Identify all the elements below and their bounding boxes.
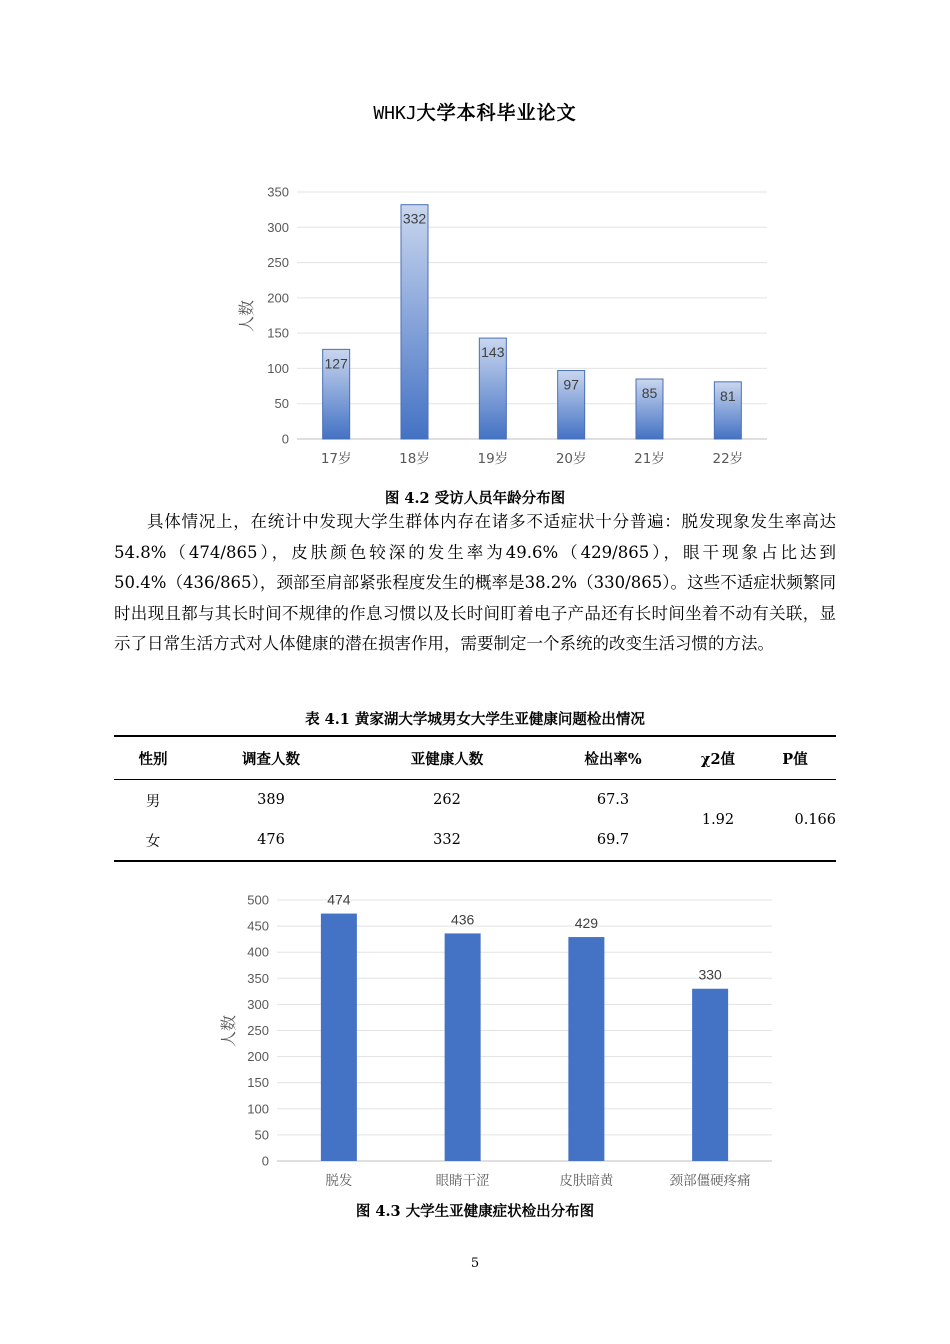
- col-header-subhealth: 亚健康人数: [410, 750, 484, 768]
- header-latin: WHKJ: [373, 103, 417, 124]
- x-tick-label: 22岁: [712, 451, 744, 467]
- col-header-gender: 性别: [138, 750, 168, 768]
- x-tick-label: 脱发: [325, 1173, 353, 1189]
- cell-subhealth: 262: [433, 792, 461, 808]
- x-tick-label: 21岁: [634, 451, 665, 467]
- y-tick-label: 0: [281, 431, 289, 447]
- symptom-distribution-chart: [0, 885, 950, 1190]
- bar: [692, 989, 728, 1161]
- x-tick-label: 17岁: [320, 451, 352, 467]
- y-tick-label: 150: [267, 325, 289, 341]
- y-tick-label: 50: [274, 396, 289, 412]
- y-tick-label: 450: [247, 918, 269, 934]
- figure-4-2-caption: 图 4.2 受访人员年龄分布图: [384, 490, 566, 507]
- cell-gender: 女: [145, 833, 161, 850]
- table-row: [114, 780, 836, 821]
- y-tick-label: 250: [247, 1023, 269, 1038]
- body-paragraph: 具体情况上，在统计中发现大学生群体内存在诸多不适症状十分普遍：脱发现象发生率高达54.8%（474/865），皮肤颜色较深的发生率为49.6%（429/865），眼干现象占比达到50.4%（436/865），颈部至肩部紧张程度发生的概率是38.2%（330/865）。这些不适症状频繁同时出现且都与其长时间不规律的作息习惯以及长时间盯着电子产品还有长时间坐着不动有关联，显示了日常生活方式对人体健康的潜在损害作用，需要制定一个系统的改变生活习惯的方法。: [114, 512, 836, 653]
- col-header-p: P值: [782, 750, 808, 768]
- age-distribution-chart: [0, 170, 950, 475]
- col-header-rate: 检出率%: [584, 750, 642, 768]
- y-tick-label: 500: [247, 892, 269, 908]
- y-tick-label: 200: [247, 1049, 269, 1065]
- cell-rate: 67.3: [596, 792, 630, 808]
- cell-p: 0.166: [794, 812, 836, 828]
- x-tick-label: 眼睛干涩: [435, 1173, 490, 1189]
- cell-surveyed: 476: [257, 832, 285, 848]
- page-number: 5: [470, 1256, 480, 1271]
- data-label: 474: [327, 891, 351, 908]
- cell-chi2: 1.92: [701, 812, 735, 828]
- x-tick-label: 皮肤暗黄: [559, 1173, 614, 1189]
- table-4-1-caption: 表 4.1 黄家湖大学城男女大学生亚健康问题检出情况: [305, 711, 645, 728]
- x-tick-label: 20岁: [555, 451, 587, 467]
- bar: [568, 937, 604, 1161]
- bar: [445, 933, 481, 1161]
- data-label: 436: [450, 911, 475, 928]
- cell-surveyed: 389: [257, 792, 285, 808]
- data-label: 332: [402, 210, 427, 227]
- y-tick-label: 400: [247, 944, 269, 960]
- y-tick-label: 350: [247, 970, 269, 986]
- x-tick-label: 颈部僵硬疼痛: [669, 1173, 751, 1189]
- data-label: 85: [641, 385, 658, 402]
- y-tick-label: 300: [247, 996, 269, 1012]
- bar: [401, 205, 428, 439]
- y-tick-label: 350: [267, 184, 289, 200]
- y-tick-label: 0: [261, 1153, 269, 1169]
- y-tick-label: 300: [267, 219, 289, 235]
- x-tick-label: 18岁: [399, 451, 430, 467]
- data-label: 81: [720, 387, 736, 404]
- figure-4-3-caption: 图 4.3 大学生亚健康症状检出分布图: [355, 1203, 595, 1220]
- x-tick-label: 19岁: [477, 451, 509, 467]
- data-label: 429: [574, 915, 599, 932]
- cell-subhealth: 332: [433, 832, 461, 848]
- table-header-row: [114, 736, 836, 780]
- page-header: [0, 98, 950, 125]
- col-header-chi2: χ2值: [700, 750, 736, 768]
- header-title: 大学本科毕业论文: [416, 102, 577, 124]
- y-tick-label: 100: [247, 1101, 269, 1117]
- data-label: 330: [698, 966, 722, 983]
- y-axis-label: 人数: [219, 1014, 238, 1048]
- data-label: 127: [324, 355, 348, 372]
- cell-rate: 69.7: [596, 832, 630, 848]
- body-paragraph-block: [114, 507, 836, 660]
- bar: [321, 914, 357, 1161]
- data-label: 143: [481, 344, 505, 361]
- subhealth-table: [114, 735, 836, 862]
- col-header-surveyed: 调查人数: [242, 750, 300, 768]
- cell-gender: 男: [145, 793, 161, 810]
- y-tick-label: 200: [267, 290, 289, 306]
- data-label: 97: [563, 376, 579, 393]
- y-tick-label: 150: [247, 1075, 269, 1091]
- y-tick-label: 100: [267, 360, 289, 376]
- y-tick-label: 50: [254, 1127, 269, 1143]
- y-axis-label: 人数: [237, 299, 256, 333]
- y-tick-label: 250: [267, 255, 289, 271]
